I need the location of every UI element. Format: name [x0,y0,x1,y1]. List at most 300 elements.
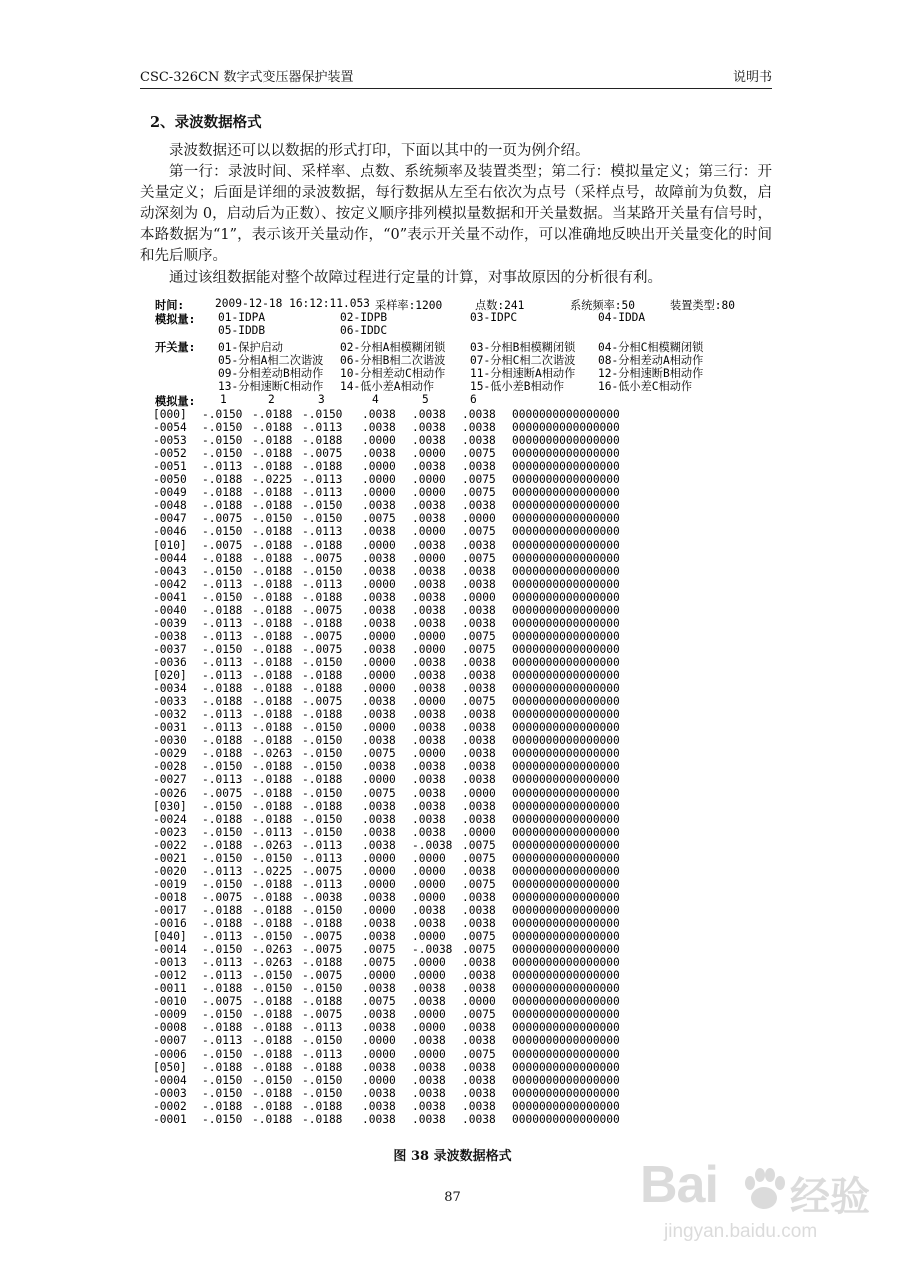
analog-value: .0000 [412,486,446,500]
analog-value: -.0188 [252,551,293,565]
analog-value: -.0263 [252,747,293,761]
column-number: 5 [422,393,429,406]
analog-value: -.0075 [202,538,243,552]
analog-value: -.0075 [202,512,243,526]
analog-value: .0038 [462,564,496,578]
switch-bits: 0000000000000000 [512,956,620,970]
analog-value: -.0150 [202,799,243,813]
analog-value: -.0188 [252,499,293,513]
analog-value: .0075 [462,525,496,539]
column-number: 4 [372,393,379,406]
analog-value: -.0188 [252,669,293,682]
analog-value: .0075 [362,995,396,1009]
analog-value: -.0150 [252,969,293,983]
switch-def: 09-分相差动B相动作 [218,367,324,380]
switch-bits: 0000000000000000 [512,669,620,682]
analog-value: .0038 [462,799,496,813]
analog-value: -.0188 [252,603,293,617]
switch-definition-line [150,339,775,352]
analog-value: -.0188 [202,695,243,709]
switch-def: 01-保护启动 [218,341,283,354]
analog-value: -.0188 [302,538,343,552]
analog-value: -.0150 [302,408,343,421]
point-number: -0031 [153,721,187,735]
switch-bits: 0000000000000000 [512,786,620,800]
switch-bits: 0000000000000000 [512,1099,620,1113]
section-title: 2、录波数据格式 [150,114,262,131]
switch-bits: 0000000000000000 [512,1073,620,1087]
analog-value: .0038 [362,930,396,943]
point-number: -0047 [153,512,187,526]
analog-value: .0038 [412,616,446,630]
analog-value: .0038 [462,773,496,787]
switch-bits: 0000000000000000 [512,1060,620,1074]
analog-value: -.0150 [302,1086,343,1100]
record-row [150,930,775,943]
analog-value: -.0113 [302,473,343,487]
analog-value: .0038 [412,734,446,748]
point-number: -0008 [153,1021,187,1035]
analog-value: -.0188 [202,747,243,761]
analog-value: .0038 [362,799,396,813]
analog-value: -.0113 [202,969,243,983]
analog-value: .0000 [412,1047,446,1061]
analog-value: .0038 [462,956,496,970]
analog-value: -.0113 [302,838,343,852]
analog-value: .0075 [462,1008,496,1022]
switch-def: 02-分相A相模糊闭锁 [340,341,446,354]
analog-value: -.0263 [252,956,293,970]
point-number: -0007 [153,1034,187,1048]
analog-value: .0000 [362,721,396,735]
analog-value: .0038 [412,1086,446,1100]
point-number: -0014 [153,943,187,957]
switch-label: 开关量: [155,341,196,354]
analog-value: .0000 [412,1008,446,1022]
point-number: -0038 [153,629,187,643]
analog-value: .0038 [362,447,396,461]
switch-bits: 0000000000000000 [512,877,620,891]
analog-value: -.0150 [202,825,243,839]
analog-value: -.0075 [302,447,343,461]
point-number: -0011 [153,982,187,996]
point-number: -0002 [153,1099,187,1113]
analog-value: .0038 [362,1060,396,1074]
analog-value: -.0113 [302,486,343,500]
figure-caption: 图 38 录波数据格式 [393,1149,512,1164]
point-number: -0030 [153,734,187,748]
analog-value: .0000 [412,864,446,878]
point-number: -0046 [153,525,187,539]
analog-value: .0000 [362,460,396,474]
analog-def: 02-IDPB [340,311,388,324]
record-row [150,813,775,826]
analog-value: -.0113 [202,930,243,943]
analog-value: -.0150 [302,734,343,748]
analog-value: .0038 [462,969,496,983]
record-row [150,512,775,525]
analog-value: -.0188 [252,1047,293,1061]
analog-value: -.0150 [302,812,343,826]
analog-value: .0038 [412,434,446,448]
switch-bits: 0000000000000000 [512,799,620,813]
analog-value: .0038 [362,917,396,930]
point-number: -0050 [153,473,187,487]
analog-value: .0075 [462,551,496,565]
point-number: [050] [153,1060,187,1074]
analog-value: .0038 [462,903,496,917]
analog-value: -.0263 [252,838,293,852]
point-number: -0052 [153,447,187,461]
analog-value: .0000 [412,890,446,904]
record-row [150,499,775,512]
point-number: -0026 [153,786,187,800]
analog-value: .0038 [462,538,496,552]
analog-value: -.0188 [202,603,243,617]
analog-value: .0000 [362,903,396,917]
switch-bits: 0000000000000000 [512,1112,620,1126]
analog-value: -.0038 [412,838,453,852]
point-number: -0049 [153,486,187,500]
analog-value: -.0188 [202,838,243,852]
analog-value: -.0188 [302,995,343,1009]
analog-value: -.0188 [202,1060,243,1074]
switch-bits: 0000000000000000 [512,734,620,748]
analog-value: .0038 [462,499,496,513]
analog-value: .0038 [362,590,396,604]
point-number: -0036 [153,656,187,669]
analog-value: .0038 [412,825,446,839]
watermark-jingyan-text: 经验 [790,1174,870,1220]
record-row [150,852,775,865]
analog-label: 模拟量: [155,313,196,326]
header-doc-type: 说明书 [732,70,772,85]
point-number: -0029 [153,747,187,761]
analog-value: .0000 [412,447,446,461]
point-number: [040] [153,930,187,943]
analog-value: -.0188 [302,773,343,787]
switch-bits: 0000000000000000 [512,656,620,669]
analog-value: .0038 [362,760,396,774]
point-number: -0054 [153,421,187,434]
analog-value: .0000 [412,629,446,643]
analog-def: 05-IDDB [218,324,266,337]
analog-value: .0000 [362,656,396,669]
analog-value: .0038 [412,799,446,813]
analog-value: .0000 [462,512,496,526]
switch-bits: 0000000000000000 [512,943,620,957]
analog-value: .0038 [412,708,446,722]
analog-value: -.0188 [252,564,293,578]
header-title: CSC-326CN 数字式变压器保护装置 [140,70,354,85]
analog-value: -.0150 [302,982,343,996]
switch-def: 11-分相速断A相动作 [470,367,576,380]
analog-value: -.0188 [252,434,293,448]
switch-bits: 0000000000000000 [512,460,620,474]
analog-value: .0038 [362,708,396,722]
analog-value: .0075 [462,642,496,656]
analog-definition-line [150,324,775,337]
switch-definition-line [150,378,775,391]
point-number: -0006 [153,1047,187,1061]
analog-value: .0038 [412,1112,446,1126]
switch-bits: 0000000000000000 [512,903,620,917]
analog-value: .0038 [362,838,396,852]
analog-value: -.0150 [302,512,343,526]
analog-value: .0075 [362,747,396,761]
page-header [140,62,772,89]
analog-value: -.0188 [252,721,293,735]
record-row [150,995,775,1008]
switch-bits: 0000000000000000 [512,447,620,461]
switch-bits: 0000000000000000 [512,1047,620,1061]
record-row [150,552,775,565]
analog-value: .0038 [412,917,446,930]
analog-value: .0000 [362,773,396,787]
point-number: -0024 [153,812,187,826]
analog-value: .0038 [462,656,496,669]
point-number: -0044 [153,551,187,565]
analog-value: -.0150 [252,512,293,526]
analog-value: -.0113 [252,825,293,839]
analog-value: .0038 [412,512,446,526]
analog-value: -.0188 [252,734,293,748]
analog-value: .0038 [462,721,496,735]
analog-value: .0038 [412,995,446,1009]
record-row [150,447,775,460]
paragraph-conclusion: 通过该组数据能对整个故障过程进行定量的计算，对事故原因的分析很有利。 [169,270,662,286]
analog-value: .0000 [362,669,396,682]
analog-value: .0038 [362,1112,396,1126]
switch-bits: 0000000000000000 [512,695,620,709]
analog-value: .0038 [362,734,396,748]
analog-value: -.0225 [252,864,293,878]
record-row [150,1087,775,1100]
analog-value: -.0188 [252,408,293,421]
switch-bits: 0000000000000000 [512,512,620,526]
switch-bits: 0000000000000000 [512,838,620,852]
column-number: 6 [470,393,477,406]
analog-value: -.0150 [252,1073,293,1087]
analog-value: -.0113 [302,421,343,434]
analog-value: .0038 [362,1086,396,1100]
analog-value: .0038 [412,538,446,552]
analog-value: -.0188 [202,473,243,487]
analog-value: .0000 [412,930,446,943]
analog-value: -.0188 [252,917,293,930]
analog-value: .0038 [462,982,496,996]
record-row [150,734,775,747]
switch-def: 16-低小差C相动作 [598,380,693,393]
analog-value: .0038 [412,760,446,774]
analog-value: -.0188 [302,616,343,630]
analog-value: .0000 [362,1034,396,1048]
watermark-url: jingyan.baidu.com [664,1221,818,1242]
point-number: -0001 [153,1112,187,1126]
analog-value: .0000 [362,851,396,865]
record-row [150,760,775,773]
analog-value: -.0188 [302,460,343,474]
sample-rate: 采样率:1200 [375,299,443,312]
switch-def: 07-分相C相二次谐波 [470,354,576,367]
paragraph-format-description: 第一行：录波时间、采样率、点数、系统频率及装置类型；第二行：模拟量定义；第三行：开关量定义；后面是详细的录波数据，每行数据从左至右依次为点号（采样点号，故障前为负数，启动深刻为 0，启动后为正数）、按定义顺序排列模拟量数据和开关量数据。当某路开关量有信号时，本路数据为“1”，表示该开关量动作，“0”表示开关量不动作，可以准确地反映出开关量变化的时间和先后顺序。 [140,164,772,264]
analog-value: -.0188 [302,682,343,696]
analog-value: .0000 [362,864,396,878]
switch-bits: 0000000000000000 [512,890,620,904]
analog-value: .0038 [462,603,496,617]
analog-value: .0038 [412,812,446,826]
analog-value: -.0188 [252,642,293,656]
analog-value: .0038 [462,460,496,474]
analog-value: -.0188 [252,812,293,826]
switch-bits: 0000000000000000 [512,1086,620,1100]
analog-value: .0000 [362,577,396,591]
analog-value: .0038 [462,1073,496,1087]
time-label: 时间: [155,299,185,312]
analog-value: -.0038 [302,890,343,904]
analog-value: -.0038 [412,943,453,957]
switch-bits: 0000000000000000 [512,982,620,996]
analog-value: .0038 [462,747,496,761]
analog-value: -.0188 [252,786,293,800]
switch-def: 12-分相速断B相动作 [598,367,704,380]
record-row [150,891,775,904]
paw-icon [738,1163,790,1215]
record-row [150,669,775,682]
record-row [150,656,775,669]
analog-value: .0038 [412,669,446,682]
analog-value: -.0075 [302,642,343,656]
switch-bits: 0000000000000000 [512,864,620,878]
analog-value: .0038 [462,616,496,630]
analog-value: -.0188 [252,525,293,539]
analog-value: -.0150 [202,1008,243,1022]
analog-value: .0038 [362,616,396,630]
analog-value: .0038 [362,1099,396,1113]
record-row [150,643,775,656]
record-row [150,982,775,995]
analog-value: -.0113 [302,525,343,539]
analog-value: .0038 [412,656,446,669]
analog-value: -.0188 [252,616,293,630]
switch-definition-line [150,365,775,378]
record-row [150,578,775,591]
point-number: [020] [153,669,187,682]
analog-value: -.0150 [202,525,243,539]
analog-value: -.0188 [252,447,293,461]
analog-value: -.0188 [252,995,293,1009]
point-number: -0040 [153,603,187,617]
analog-value: .0038 [412,603,446,617]
analog-value: .0075 [362,786,396,800]
analog-value: -.0113 [302,1021,343,1035]
analog-value: .0038 [412,1073,446,1087]
analog-value: -.0113 [202,708,243,722]
analog-value: -.0263 [252,943,293,957]
record-row [150,460,775,473]
analog-value: -.0188 [302,956,343,970]
analog-value: -.0075 [302,695,343,709]
analog-value: .0038 [362,695,396,709]
analog-value: .0038 [412,408,446,421]
analog-value: -.0113 [202,721,243,735]
analog-value: .0038 [412,982,446,996]
switch-def: 05-分相A相二次谐波 [218,354,324,367]
analog-value: -.0113 [202,773,243,787]
analog-value: .0000 [412,877,446,891]
analog-value: -.0150 [202,1073,243,1087]
switch-def: 03-分相B相模糊闭锁 [470,341,576,354]
analog-value: .0000 [412,695,446,709]
point-number: -0051 [153,460,187,474]
record-row [150,565,775,578]
analog-value: -.0113 [302,577,343,591]
analog-value: -.0075 [202,890,243,904]
analog-value: .0038 [362,642,396,656]
switch-bits: 0000000000000000 [512,473,620,487]
analog-value: -.0150 [202,1047,243,1061]
analog-value: .0000 [362,877,396,891]
analog-value: .0075 [462,851,496,865]
point-number: [000] [153,408,187,421]
analog-value: -.0075 [302,629,343,643]
record-row [150,525,775,538]
analog-value: -.0188 [202,903,243,917]
point-number: -0048 [153,499,187,513]
analog-value: -.0188 [202,499,243,513]
record-row [150,1074,775,1087]
point-number: [010] [153,538,187,552]
analog-value: -.0188 [302,917,343,930]
record-row [150,721,775,734]
analog-value: -.0188 [302,708,343,722]
record-row [150,434,775,447]
switch-bits: 0000000000000000 [512,708,620,722]
analog-value: .0000 [462,590,496,604]
record-row [150,708,775,721]
analog-value: -.0150 [252,982,293,996]
analog-value: -.0188 [252,1099,293,1113]
analog-value: .0075 [462,473,496,487]
analog-value: -.0150 [202,408,243,421]
point-number: -0028 [153,760,187,774]
switch-def: 04-分相C相模糊闭锁 [598,341,704,354]
analog-value: .0038 [362,812,396,826]
record-row [150,539,775,552]
analog-value: -.0188 [252,460,293,474]
column-number-line [150,393,775,406]
switch-bits: 0000000000000000 [512,747,620,761]
analog-value: .0038 [462,421,496,434]
analog-value: -.0188 [252,421,293,434]
switch-bits: 0000000000000000 [512,682,620,696]
analog-value: -.0188 [202,982,243,996]
analog-value: -.0113 [202,1034,243,1048]
analog-value: -.0150 [302,825,343,839]
analog-value: -.0188 [252,577,293,591]
analog-value: -.0188 [302,1099,343,1113]
analog-value: .0038 [362,982,396,996]
record-row [150,604,775,617]
analog-value: .0000 [362,1047,396,1061]
analog-value: .0038 [362,499,396,513]
analog-value: -.0075 [302,969,343,983]
analog-value: .0000 [412,956,446,970]
analog-value: .0000 [412,473,446,487]
analog-value: -.0113 [302,1047,343,1061]
analog-value: -.0150 [302,564,343,578]
point-number: -0043 [153,564,187,578]
